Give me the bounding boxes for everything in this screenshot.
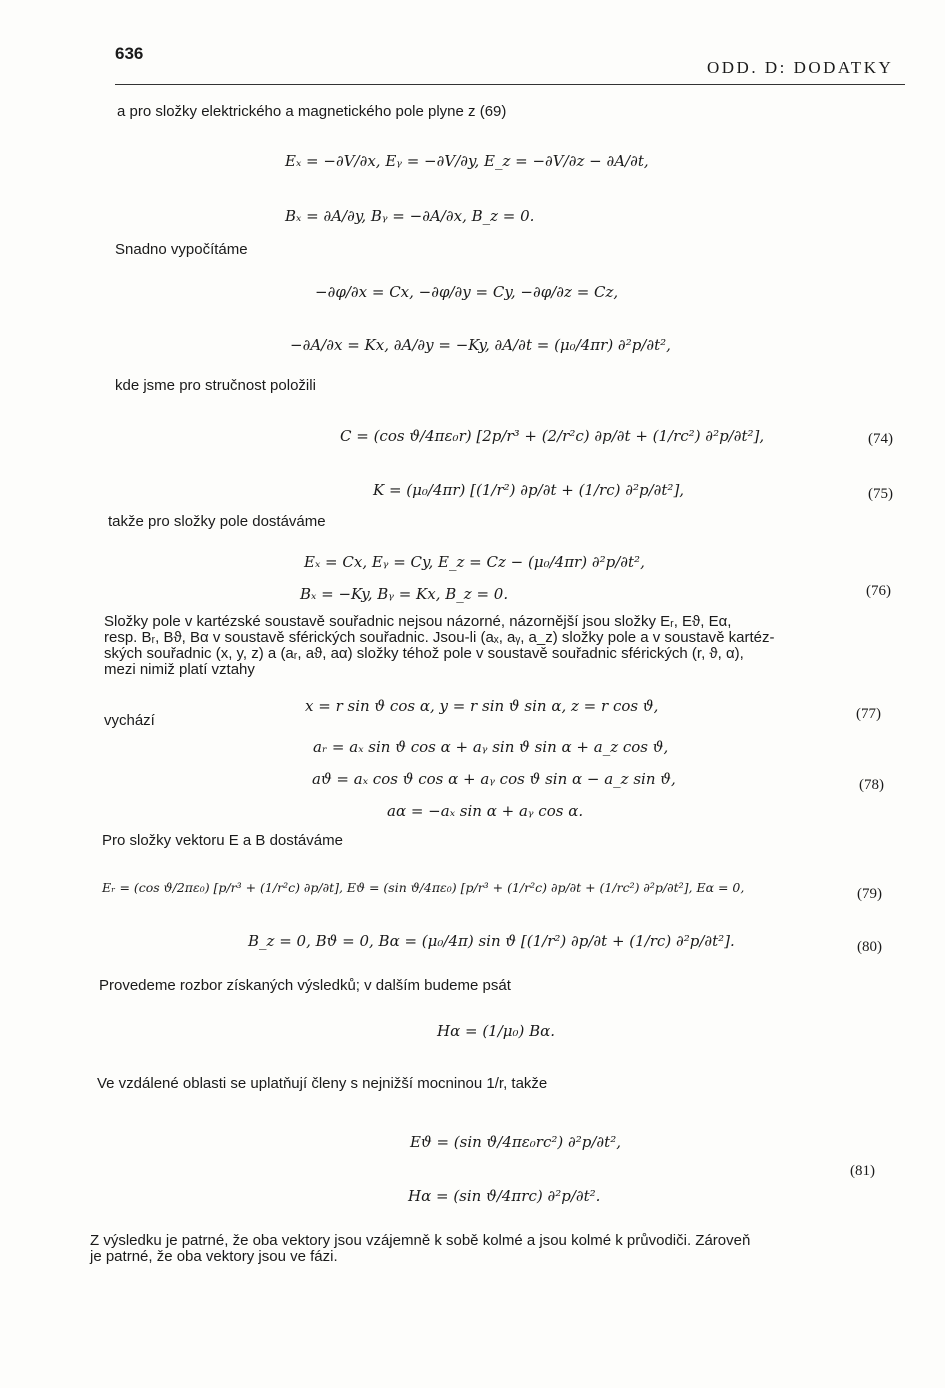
text-ve-vzdalene: Ve vzdálené oblasti se uplatňují členy s nejnižší mocninou 1/r, takže <box>97 1075 548 1092</box>
equation-number-76: (76) <box>866 583 891 599</box>
header-rule <box>115 84 905 85</box>
text-takze-pro: takže pro složky pole dostáváme <box>108 513 326 530</box>
paragraph-line: Složky pole v kartézské soustavě souřadnic nejsou názorné, názornější jsou složky Eᵣ, Eϑ, Eα, <box>104 613 732 630</box>
running-head: ODD. D: DODATKY <box>707 58 894 77</box>
text-intro-fields: a pro složky elektrického a magnetického pole plyne z (69) <box>117 103 507 120</box>
paragraph-cartesian <box>104 614 774 678</box>
page-number: 636 <box>115 44 144 63</box>
paragraph-line: resp. Bᵣ, Bϑ, Bα v soustavě sférických souřadnic. Jsou-li (aₓ, aᵧ, a_z) složky pole a v soustavě kartéz- <box>104 629 775 646</box>
equation-a-derivatives: −∂A/∂x = Kx, ∂A/∂y = −Ky, ∂A/∂t = (μ₀/4πr) ∂²p/∂t², <box>290 336 671 354</box>
equation-74: C = (cos ϑ/4πε₀r) [2p/r³ + (2/r²c) ∂p/∂t + (1/rc²) ∂²p/∂t²], <box>340 427 765 445</box>
equation-79: Eᵣ = (cos ϑ/2πε₀) [p/r³ + (1/r²c) ∂p/∂t], Eϑ = (sin ϑ/4πε₀) [p/r³ + (1/r²c) ∂p/∂t + (1/rc²) ∂²p/∂t²], Eα = 0, <box>102 880 745 895</box>
equation-80: B_z = 0, Bϑ = 0, Bα = (μ₀/4π) sin ϑ [(1/r²) ∂p/∂t + (1/rc) ∂²p/∂t²]. <box>248 932 735 950</box>
equation-h-alpha: Hα = (1/μ₀) Bα. <box>437 1022 556 1040</box>
equation-77: x = r sin ϑ cos α, y = r sin ϑ sin α, z = r cos ϑ, <box>305 697 659 715</box>
equation-76-line2: Bₓ = −Ky, Bᵧ = Kx, B_z = 0. <box>300 585 509 603</box>
equation-number-77: (77) <box>856 706 881 722</box>
text-provedeme: Provedeme rozbor získaných výsledků; v dalším budeme psát <box>99 977 511 994</box>
paragraph-conclusion <box>90 1233 750 1265</box>
paragraph-line: mezi nimiž platí vztahy <box>104 661 255 678</box>
equation-81-line2: Hα = (sin ϑ/4πrc) ∂²p/∂t². <box>408 1187 601 1205</box>
text-snadno: Snadno vypočítáme <box>115 241 248 258</box>
text-vychazi: vychází <box>104 712 155 729</box>
paragraph-line: ských souřadnic (x, y, z) a (aᵣ, aϑ, aα) složky téhož pole v soustavě souřadnic sférických (r, ϑ, α), <box>104 645 744 662</box>
equation-75: K = (μ₀/4πr) [(1/r²) ∂p/∂t + (1/rc) ∂²p/∂t²], <box>373 481 685 499</box>
equation-81-line1: Eϑ = (sin ϑ/4πε₀rc²) ∂²p/∂t², <box>410 1133 621 1151</box>
equation-78-line2: aϑ = aₓ cos ϑ cos α + aᵧ cos ϑ sin α − a_z sin ϑ, <box>312 770 676 788</box>
equation-phi-derivatives: −∂φ/∂x = Cx, −∂φ/∂y = Cy, −∂φ/∂z = Cz, <box>315 283 619 301</box>
equation-number-79: (79) <box>857 886 882 902</box>
equation-number-81: (81) <box>850 1163 875 1179</box>
equation-78-line1: aᵣ = aₓ sin ϑ cos α + aᵧ sin ϑ sin α + a_z cos ϑ, <box>313 738 669 756</box>
paragraph-line: je patrné, že oba vektory jsou ve fázi. <box>90 1248 338 1265</box>
equation-number-75: (75) <box>868 486 893 502</box>
equation-b-fields: Bₓ = ∂A/∂y, Bᵧ = −∂A/∂x, B_z = 0. <box>285 207 535 225</box>
equation-number-78: (78) <box>859 777 884 793</box>
equation-78-line3: aα = −aₓ sin α + aᵧ cos α. <box>387 802 584 820</box>
equation-number-74: (74) <box>868 431 893 447</box>
paragraph-line: Z výsledku je patrné, že oba vektory jsou vzájemně k sobě kolmé a jsou kolmé k průvodiči. Zároveň <box>90 1232 751 1249</box>
equation-76-line1: Eₓ = Cx, Eᵧ = Cy, E_z = Cz − (μ₀/4πr) ∂²p/∂t², <box>304 553 645 571</box>
equation-e-fields: Eₓ = −∂V/∂x, Eᵧ = −∂V/∂y, E_z = −∂V/∂z − ∂A/∂t, <box>285 152 649 170</box>
text-pro-slozky-vektoru: Pro složky vektoru E a B dostáváme <box>102 832 343 849</box>
text-kde-jsme: kde jsme pro stručnost položili <box>115 377 316 394</box>
equation-number-80: (80) <box>857 939 882 955</box>
